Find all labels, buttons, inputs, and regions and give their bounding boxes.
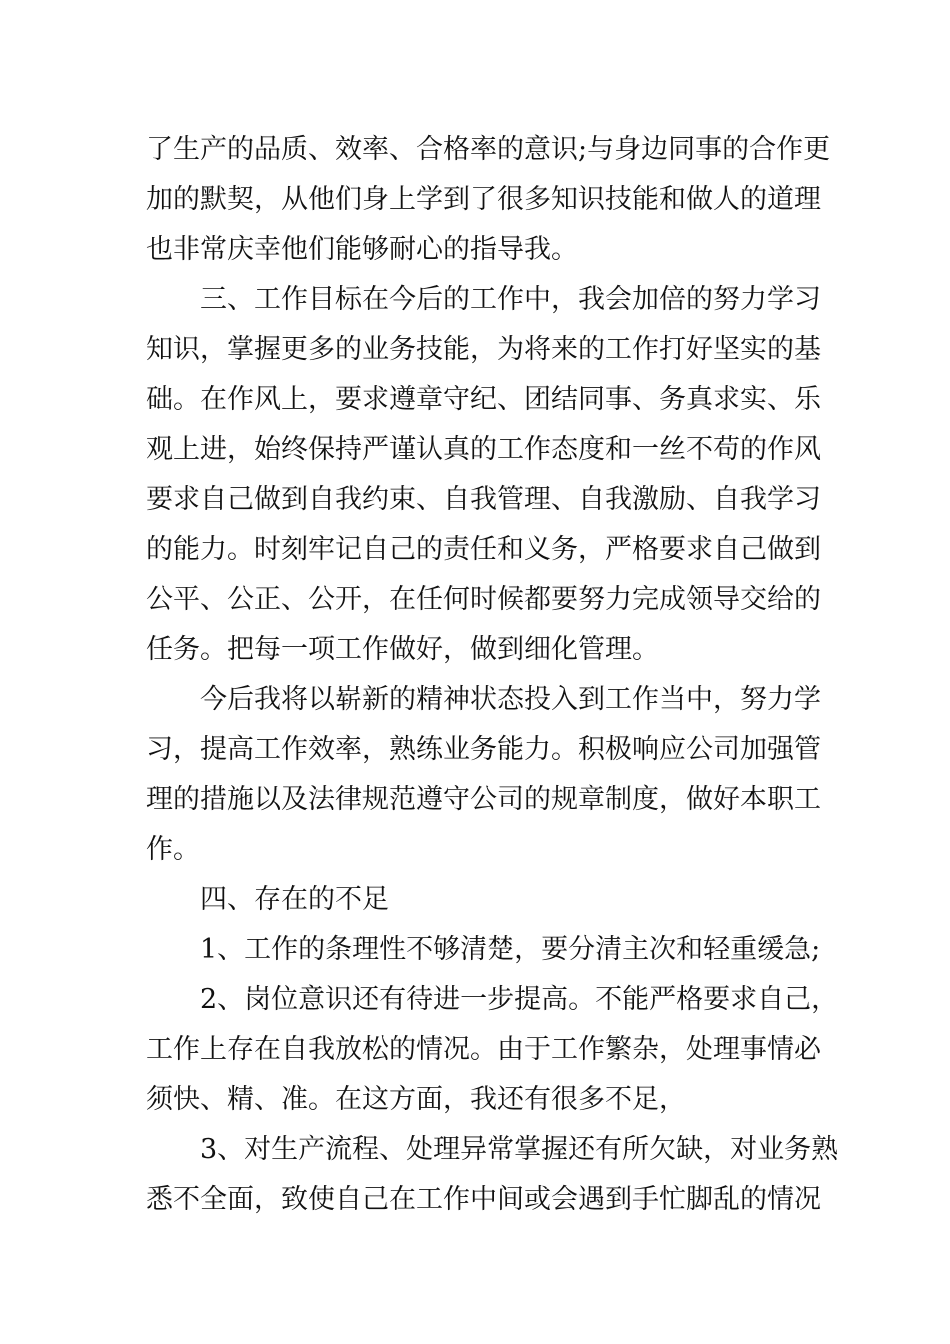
text-line: 加的默契，从他们身上学到了很多知识技能和做人的道理 — [146, 184, 821, 215]
text-line: 的能力。时刻牢记自己的责任和义务，严格要求自己做到 — [146, 534, 821, 565]
text-line: 今后我将以崭新的精神状态投入到工作当中，努力学 — [200, 684, 821, 715]
text-line: 观上进，始终保持严谨认真的工作态度和一丝不苟的作风 — [146, 434, 821, 465]
document-body — [146, 125, 839, 1225]
text-line: 作。 — [146, 834, 200, 865]
text-line: 悉不全面，致使自己在工作中间或会遇到手忙脚乱的情况 — [146, 1184, 821, 1215]
text-line: 工作上存在自我放松的情况。由于工作繁杂，处理事情必 — [146, 1034, 821, 1065]
text-line: 理的措施以及法律规范遵守公司的规章制度，做好本职工 — [146, 784, 821, 815]
text-line: 3、对生产流程、处理异常掌握还有所欠缺，对业务熟 — [200, 1134, 839, 1165]
text-line: 了生产的品质、效率、合格率的意识;与身边同事的合作更 — [146, 134, 831, 165]
text-line: 三、工作目标在今后的工作中，我会加倍的努力学习 — [200, 284, 821, 315]
text-line: 四、存在的不足 — [200, 884, 389, 915]
text-line: 知识，掌握更多的业务技能，为将来的工作打好坚实的基 — [146, 334, 821, 365]
text-line: 2、岗位意识还有待进一步提高。不能严格要求自己， — [200, 984, 839, 1015]
text-line: 习，提高工作效率，熟练业务能力。积极响应公司加强管 — [146, 734, 821, 765]
text-line: 要求自己做到自我约束、自我管理、自我激励、自我学习 — [146, 484, 821, 515]
text-line: 须快、精、准。在这方面，我还有很多不足， — [146, 1084, 686, 1115]
text-line: 也非常庆幸他们能够耐心的指导我。 — [146, 234, 578, 265]
text-line: 公平、公正、公开，在任何时候都要努力完成领导交给的 — [146, 584, 821, 615]
text-line: 础。在作风上，要求遵章守纪、团结同事、务真求实、乐 — [146, 384, 821, 415]
text-line: 1、工作的条理性不够清楚，要分清主次和轻重缓急; — [200, 934, 821, 965]
text-line: 任务。把每一项工作做好，做到细化管理。 — [146, 634, 659, 665]
